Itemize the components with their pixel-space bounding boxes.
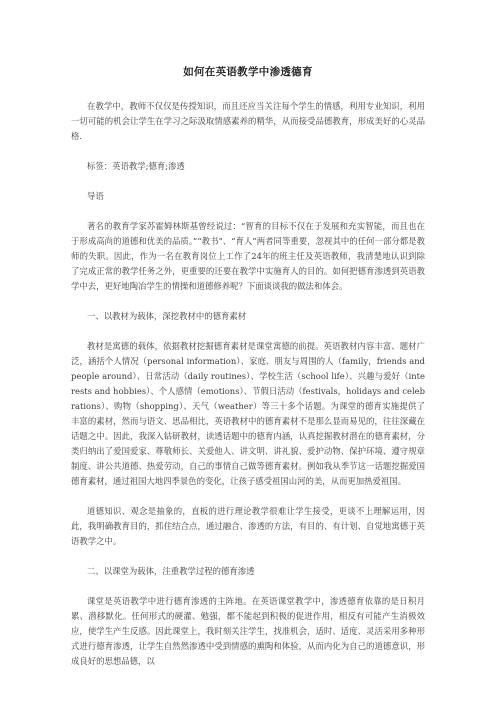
section-1-paragraph-1: 教材是寓德的载体，依据教材挖掘德育素材是课堂寓德的前提。英语教材内容丰富、题材广泛，涵括个人情况（personal information）、家庭、朋友与周围的人（family，friends and people around）、日常活动（daily routines）、学校生活（school life）、兴趣与爱好（interests and hobbies）、个人感情（emotions）、节假日活动（festivals，holidays and celebrations）、购物（shopping）、天气（weather）等三十多个话题。为课堂的德育实施提供了丰富的素材，然而与语文、思品相比，英语教材中的德育素材不是那么显而易见的，往往深藏在话题之中。因此，我深入钻研教材，读透话题中的德育内涵，认真挖掘教材潜在的德育素材，分类归纳出了爱国爱家、尊敬师长、关爱他人、讲文明、讲礼貌、爱护动物、保护环境、遵守规章制度、讲公共道德、热爱劳动，自己的事情自己做等德育素材。例如我从季节这一话题挖掘爱国德育素材，通过祖国大地四季景色的变化，让孩子感受祖国山河的美，从而更加热爱祖国。 (71, 341, 425, 486)
document-title: 如何在英语教学中渗透德育 (183, 66, 313, 78)
section-2-heading: 二、以课堂为载体，注重教学过程的德育渗透 (87, 566, 255, 576)
section-1-paragraph-2: 道德知识、观念是抽象的，直板的进行理论教学很难让学生接受，更谈不上理解运用，因此，我明确教育目的，抓住结合点，通过融合、渗透的方法，有目的、有计划、自觉地寓德于英语教学之中。 (71, 506, 425, 546)
section-2-paragraph-1: 课堂是英语教学中进行德育渗透的主阵地。在英语课堂教学中，渗透德育依靠的是日积月累、潜移默化。任何形式的硬灌、勉强，都不能起到积极的促进作用，相反有可能产生消极效应，使学生产生反感。因此课堂上，我时刻关注学生，找准机会，适时、适度、灵活采用多种形式进行德育渗透，让学生自然然渗透中受到情感的熏陶和体验，从而内化为自己的道德意识，形成良好的思想品德，以 (71, 596, 425, 666)
daoyu-heading: 导语 (87, 191, 104, 201)
section-1-heading: 一、以教材为载体，深挖教材中的德育素材 (87, 311, 247, 321)
intro-paragraph: 在教学中，教师不仅仅是传授知识，而且还应当关注每个学生的情感，利用专业知识，利用一切可能的机会让学生在学习之际汲取情感素养的精华，从而接受品德教育，形成美好的心灵品格. (71, 101, 425, 141)
keywords-line: 标签：英语教学;德育;渗透 (87, 161, 185, 171)
daoyu-paragraph: 著名的教育学家苏霍姆林斯基曾经说过：“智育的目标不仅在于发展和充实智能，而且也在于形成高尚的道德和优美的品质。”“教书”、“育人”两者同等重要，忽视其中的任何一部分都是教师的失职。因此，作为一名在教育岗位上工作了24年的班主任及英语教师，我清楚地认识到除了完成正常的教学任务之外，更重要的还要在教学中实施育人的目的。如何把德育渗透到英语教学中去，更好地陶冶学生的情操和道德修养呢？下面谈谈我的做法和体会。 (71, 221, 425, 291)
